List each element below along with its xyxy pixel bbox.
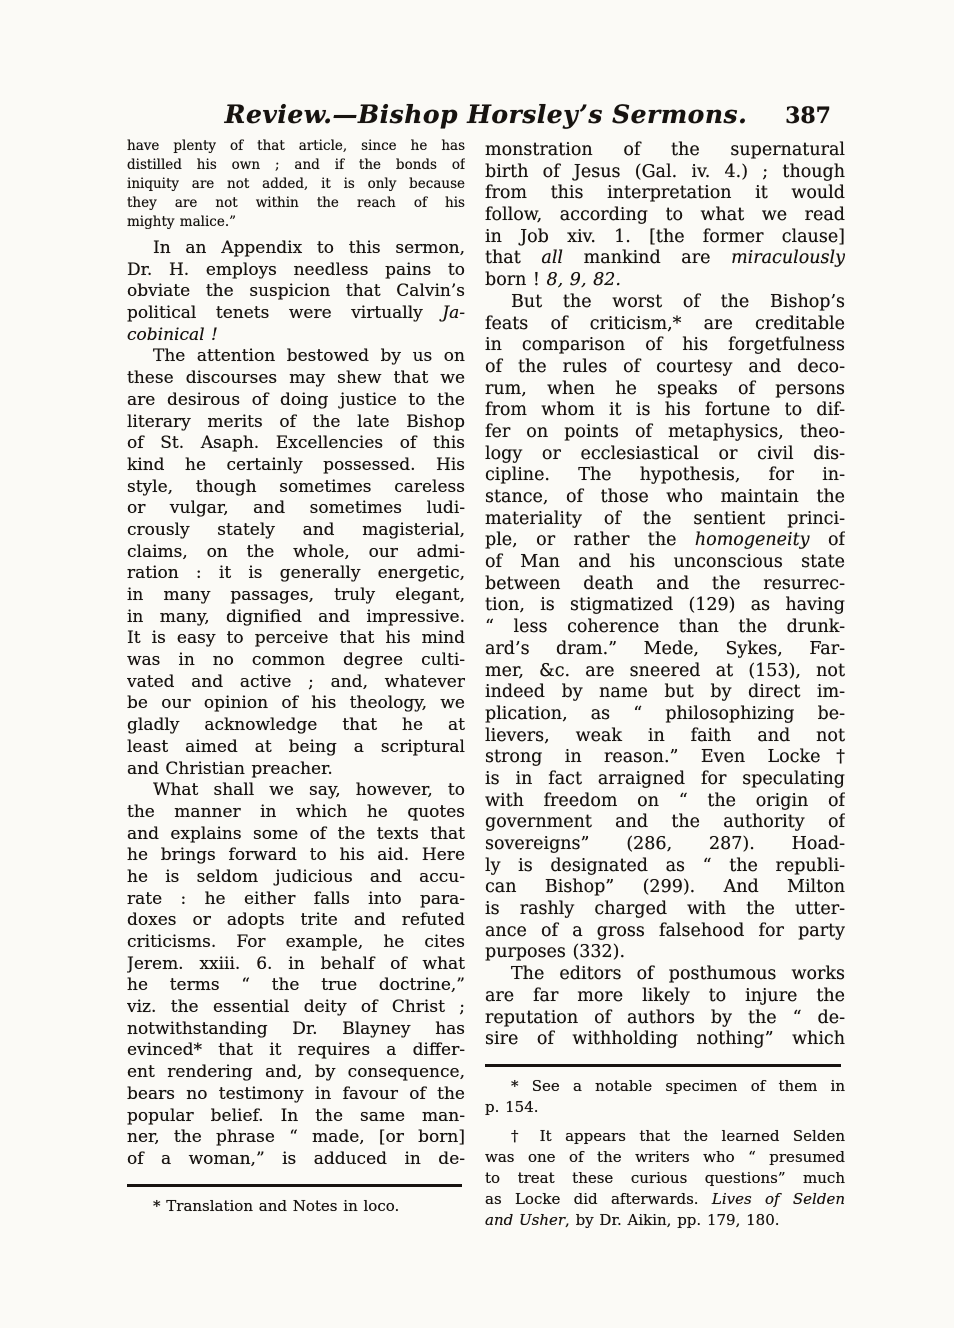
text-line: feats of criticism,* are creditable — [485, 313, 845, 334]
text-line: mighty malice.” — [127, 214, 237, 230]
text-line: between death and the resurrec- — [485, 573, 845, 594]
text-line: strong in reason.” Even Locke† — [485, 747, 845, 768]
text-line: birth of Jesus (Gal. iv. 4.) ; though — [485, 161, 845, 182]
paragraph — [127, 137, 465, 232]
text-line: In an Appendix to this sermon, — [153, 238, 465, 258]
text-line: p. 154. — [485, 1097, 539, 1116]
text-line: purposes (332). — [485, 942, 626, 963]
text-line: criticisms. For example, he cites — [127, 932, 465, 952]
text-line: from this interpretation it would — [485, 183, 845, 204]
text-line: claims, on the whole, our admi- — [127, 541, 465, 562]
text-line: bears no testimony in favour of the — [127, 1083, 465, 1104]
text-line: of the rules of courtesy and deco- — [485, 356, 845, 377]
text-line: ly is designated as “ the republi- — [485, 855, 845, 876]
text-line: can Bishop” (299). And Milton — [485, 877, 845, 898]
text-line: literary merits of the late Bishop — [127, 411, 465, 432]
text-line: style, though sometimes careless — [127, 476, 465, 497]
text-line: born ! 8, 9, 82. — [485, 270, 621, 291]
text-line: and Usher, by Dr. Aikin, pp. 179, 180. — [485, 1210, 780, 1229]
text-line: lievers, weak in faith and not — [485, 725, 845, 746]
text-line: The editors of posthumous works — [511, 964, 845, 985]
paragraph — [485, 964, 845, 1051]
text-line: is rashly charged with the utter- — [485, 899, 845, 920]
text-line: he terms “ the true doctrine,” — [127, 975, 465, 996]
text-line: in Job xiv. 1. [the former clause] — [485, 226, 845, 247]
text-line: or vulgar, and sometimes ludi- — [127, 498, 465, 519]
paragraph — [127, 780, 465, 1170]
text-line: of St. Asaph. Excellencies of this — [127, 433, 465, 454]
text-line: he is seldom judicious and accu- — [127, 866, 465, 887]
text-line: obviate the suspicion that Calvin’s — [127, 281, 465, 302]
text-line: popular belief. In the same man- — [127, 1105, 465, 1126]
text-line: cobinical ! — [127, 324, 218, 345]
text-line: and Christian preacher. — [127, 758, 333, 779]
text-line: doxes or adopts trite and refuted — [127, 910, 465, 931]
left-text-column — [127, 137, 465, 1217]
text-line: logy or ecclesiastical or civil dis- — [485, 443, 845, 464]
text-line: of Man and his unconscious state — [485, 552, 845, 573]
text-line: the manner in which he quotes — [127, 801, 465, 822]
text-line: ner, the phrase “ made, [or born] — [127, 1127, 465, 1148]
text-line: notwithstanding Dr. Blayney has — [127, 1018, 465, 1039]
text-line: rate : he either falls into para- — [127, 888, 465, 909]
text-line: as Locke did afterwards. Lives of Selden — [485, 1189, 845, 1208]
text-line: crously stately and magisterial, — [127, 519, 465, 540]
text-line: in many passages, truly elegant, — [127, 585, 465, 605]
text-line: iniquity are not added, it is only because — [127, 176, 465, 192]
text-line: have plenty of that article, since he has — [127, 138, 465, 154]
text-line: to treat these curious questions” much — [485, 1168, 845, 1187]
text-line: ance of a gross falsehood for party — [485, 920, 845, 941]
text-line: are far more likely to injure the — [485, 985, 845, 1006]
footnote-rule — [485, 1064, 841, 1067]
text-line: It is easy to perceive that his mind — [127, 628, 465, 649]
text-line: fer on points of metaphysics, theo- — [485, 421, 845, 442]
text-line: kind he certainly possessed. His — [127, 454, 465, 475]
footnote — [485, 1126, 845, 1231]
paragraph — [127, 346, 465, 780]
text-line: from whom it is his fortune to dif- — [485, 400, 845, 421]
text-line: tion, is stigmatized (129) as having — [485, 595, 845, 616]
text-line: stance, of those who maintain the — [485, 487, 845, 507]
text-line: in comparison of his forgetfulness — [485, 335, 845, 356]
text-line: sovereigns” (286, 287). Hoad- — [485, 834, 845, 854]
text-line: What shall we say, however, to — [153, 780, 465, 801]
text-line: plication, as “ philosophizing be- — [485, 703, 845, 724]
text-line: rum, when he speaks of persons — [485, 378, 845, 399]
text-line: Jerem. xxiii. 6. in behalf of what — [127, 953, 465, 974]
text-line: with freedom on “ the origin of — [485, 790, 845, 811]
text-line: evinced* that it requires a differ- — [127, 1040, 465, 1061]
footnote — [485, 1076, 845, 1118]
page-number: 387 — [785, 103, 831, 129]
text-line: cipline. The hypothesis, for in- — [485, 465, 845, 486]
text-line: reputation of authors by the “ de- — [485, 1007, 845, 1028]
text-line: these discourses may shew that we — [127, 368, 465, 389]
paragraph — [485, 292, 845, 964]
footnote — [127, 1196, 465, 1217]
text-line: sire of withholding nothing” which — [485, 1029, 845, 1050]
text-line: But the worst of the Bishop’s — [511, 291, 845, 312]
text-line: monstration of the supernatural — [485, 140, 845, 160]
text-line: are desirous of doing justice to the — [127, 389, 465, 410]
text-line: “ less coherence than the drunk- — [485, 617, 845, 638]
text-line: he brings forward to his aid. Here — [127, 845, 465, 866]
text-line: † It appears that the learned Selden — [511, 1126, 845, 1145]
page-title: Review.—Bishop Horsley’s Sermons. — [224, 100, 748, 129]
text-line: was in no common degree culti- — [127, 650, 465, 671]
running-header — [127, 100, 845, 132]
text-line: least aimed at being a scriptural — [127, 736, 465, 757]
text-line: vated and active ; and, whatever — [127, 671, 465, 692]
text-line: * See a notable specimen of them in — [511, 1076, 845, 1095]
text-line: mer, &c. are sneered at (153), not — [485, 660, 845, 681]
text-line: was one of the writers who “ presumed — [485, 1147, 845, 1166]
text-line: indeed by name but by direct im- — [485, 682, 845, 703]
right-text-column — [485, 140, 845, 1231]
text-line: follow, according to what we read — [485, 205, 845, 226]
text-line: of a woman,” is adduced in de- — [127, 1148, 465, 1169]
text-line: ent rendering and, by consequence, — [127, 1062, 465, 1083]
text-line: materiality of the sentient princi- — [485, 508, 845, 529]
text-line: political tenets were virtually Ja- — [127, 303, 465, 324]
text-line: and explains some of the texts that — [127, 823, 465, 844]
text-line: they are not within the reach of his — [127, 195, 465, 211]
text-line: is in fact arraigned for speculating — [485, 768, 845, 789]
footnote-rule — [127, 1184, 462, 1187]
text-line: * Translation and Notes in loco. — [153, 1196, 400, 1215]
text-line: viz. the essential deity of Christ ; — [127, 997, 465, 1018]
text-line: be our opinion of his theology, we — [127, 693, 465, 714]
paragraph — [127, 238, 465, 346]
text-line: in many, dignified and impressive. — [127, 606, 465, 627]
text-line: gladly acknowledge that he at — [127, 715, 465, 736]
text-line: that all mankind are miraculously — [485, 248, 845, 269]
text-line: ration : it is generally energetic, — [127, 563, 465, 584]
paragraph — [485, 140, 845, 292]
text-line: Dr. H. employs needless pains to — [127, 259, 465, 280]
text-line: government and the authority of — [485, 812, 845, 833]
text-line: ard’s dram.” Mede, Sykes, Far- — [485, 638, 845, 659]
text-line: ple, or rather the homogeneity of — [485, 530, 845, 551]
text-line: distilled his own ; and if the bonds of — [127, 157, 465, 173]
text-line: The attention bestowed by us on — [153, 346, 465, 367]
